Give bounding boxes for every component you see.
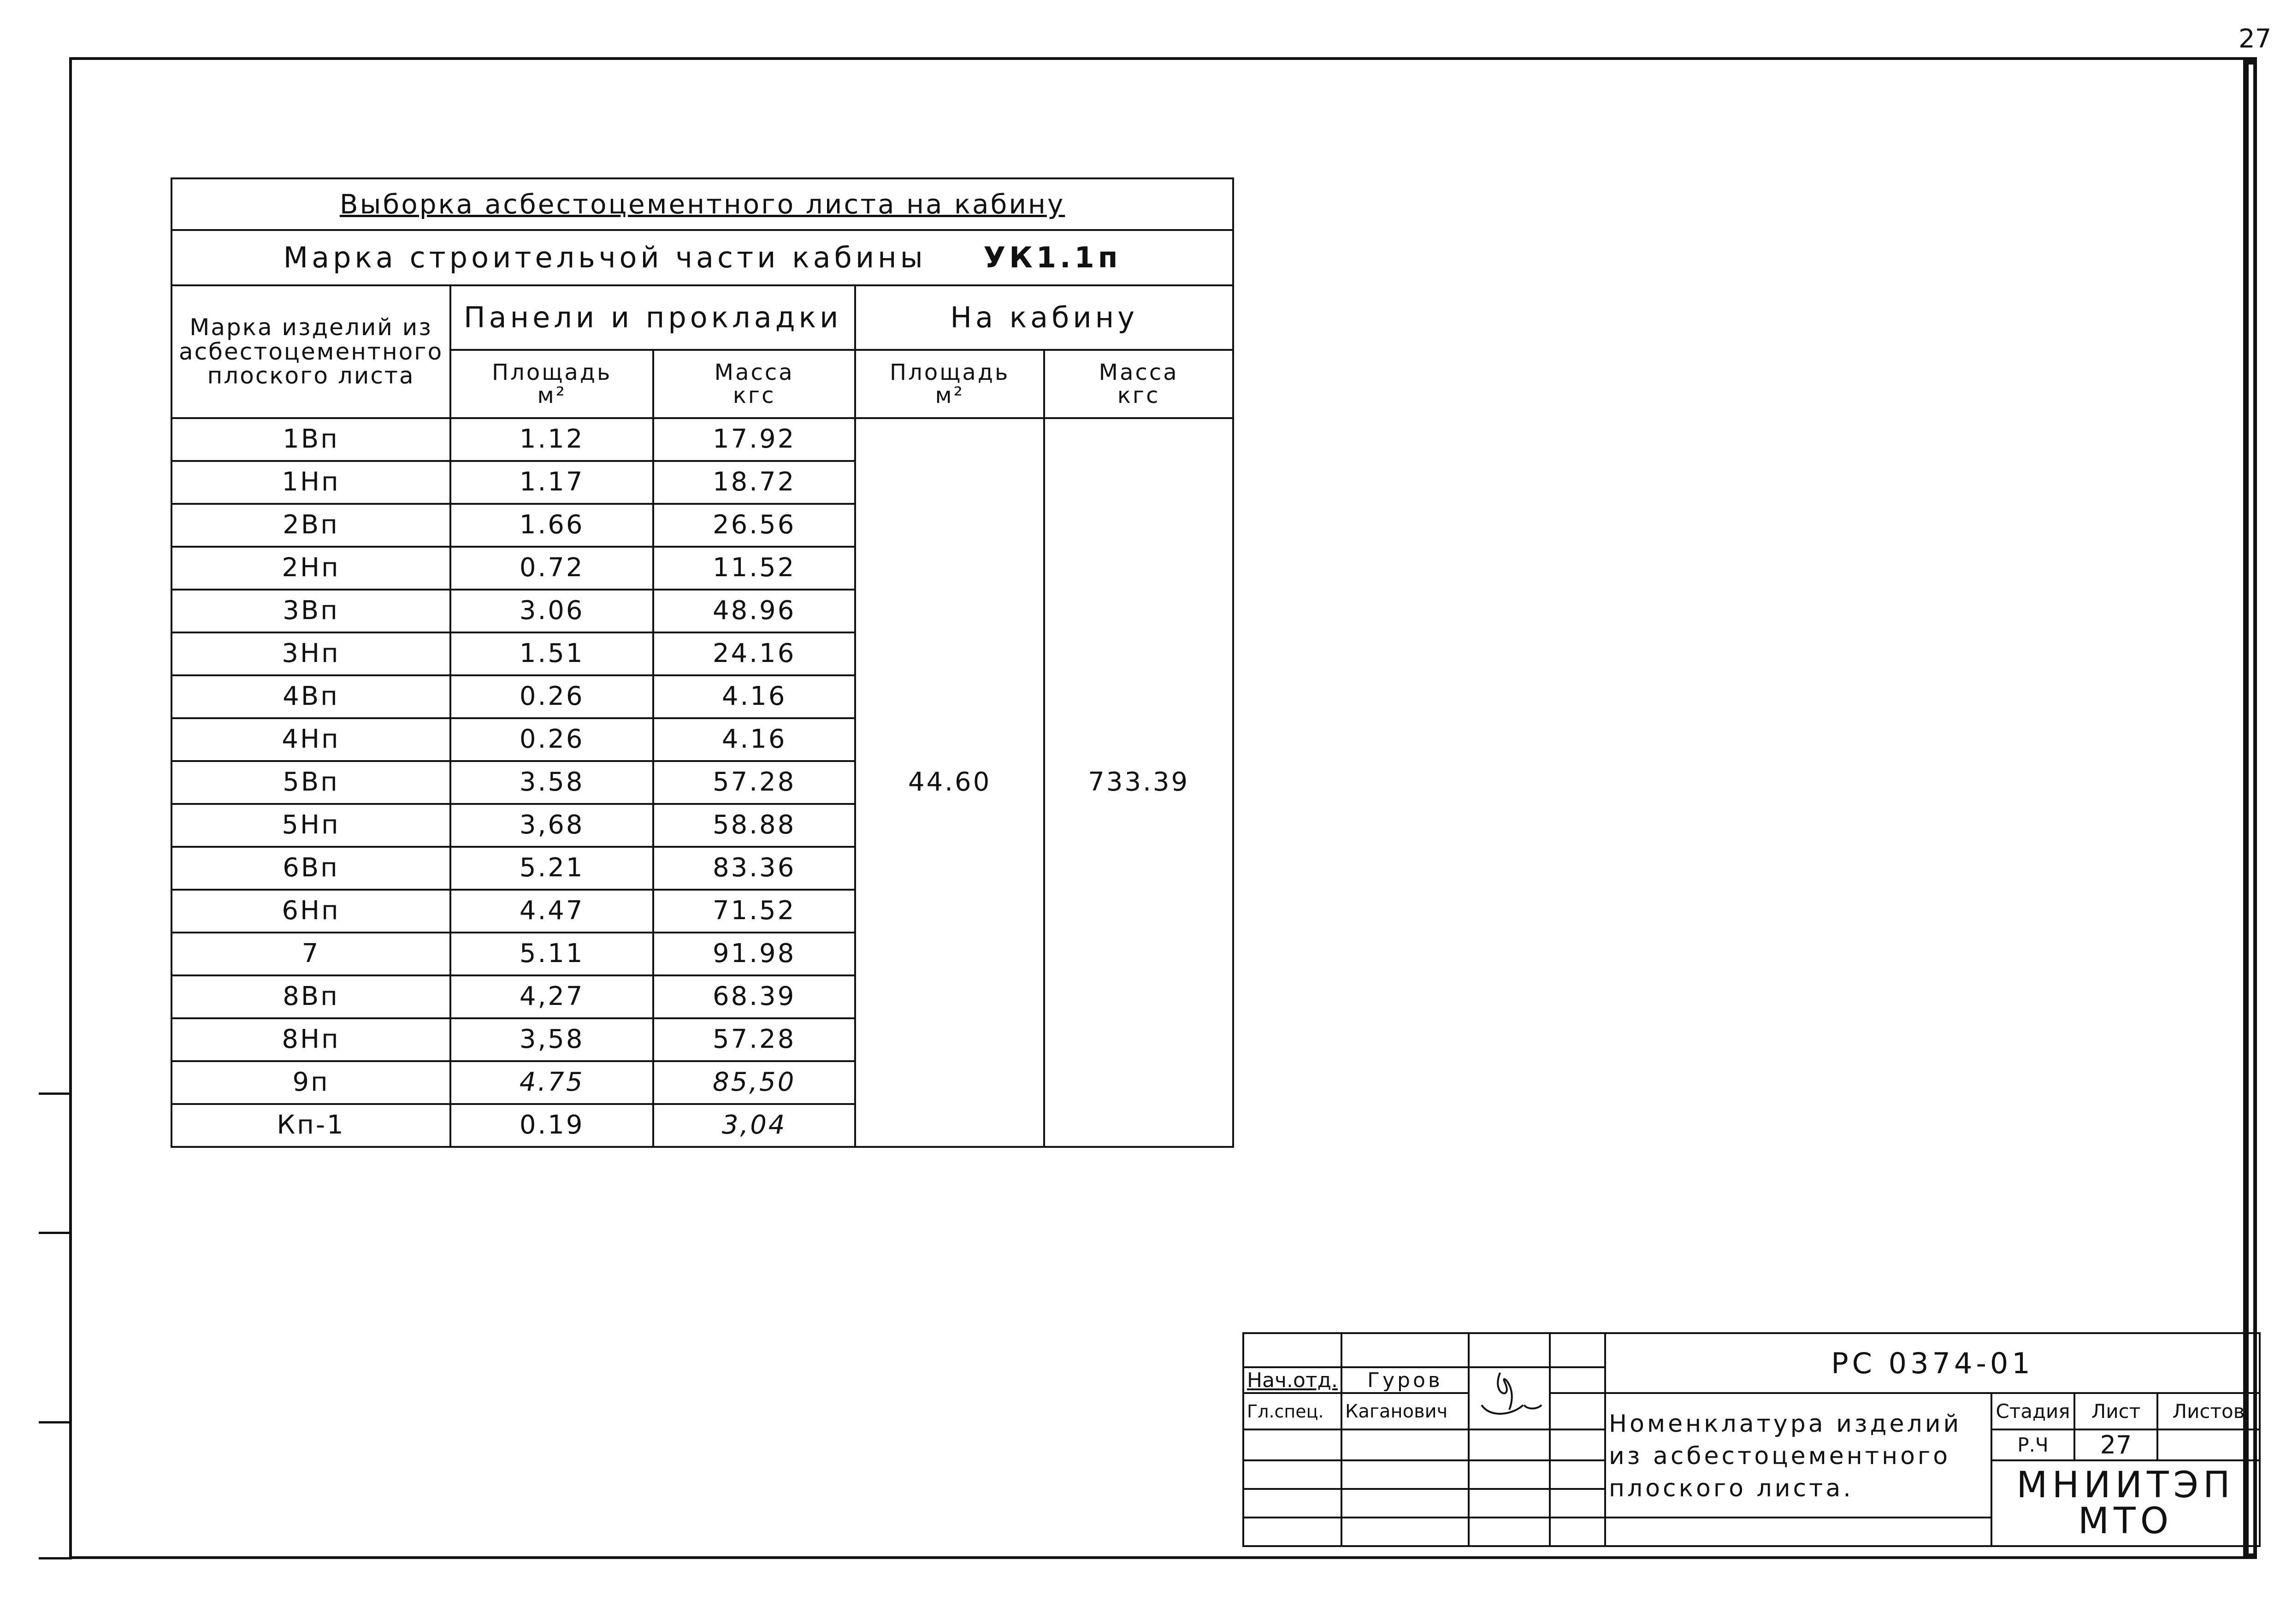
cell-area: 4,27 [450,975,653,1018]
cell-area: 1.51 [450,632,653,675]
cell-mass: 18.72 [653,461,855,504]
frame-right-gap [2249,65,2253,1553]
signatures [1469,1367,1550,1429]
tb-empty [1469,1429,1550,1460]
cell-area: 1.17 [450,461,653,504]
signature-mark [1472,1368,1546,1423]
tb-empty [1243,1460,1341,1489]
cell-mark: 8Нп [171,1018,450,1061]
cell-mark: 7 [171,933,450,975]
title-block [1242,1332,2261,1547]
cell-mass: 4.16 [653,675,855,718]
cell-mark: 8Вп [171,975,450,1018]
org-line2: МТО [2078,1500,2174,1542]
cell-area: 3,68 [450,804,653,847]
sheet-value: 27 [2074,1429,2157,1460]
total-area: 44.60 [855,418,1044,1147]
tb-empty [1469,1518,1550,1546]
tb-empty [1469,1333,1550,1367]
cell-mass: 68.39 [653,975,855,1018]
tb-empty [1341,1489,1469,1518]
cell-mass: 24.16 [653,632,855,675]
tb-empty [1550,1393,1605,1429]
document-name: Номенклатура изделий из асбестоцементного плоского листа. [1605,1393,1991,1518]
role-head: Нач.отд. [1243,1367,1341,1393]
tb-empty [1243,1429,1341,1460]
total-mass: 733.39 [1044,418,1233,1147]
table-title: Выборка асбестоцементного листа на кабину [171,178,1233,230]
cell-area: 4.75 [450,1061,653,1104]
table-row [171,418,1233,461]
subtitle-value: УК1.1п [983,241,1122,275]
cell-mass: 58.88 [653,804,855,847]
tb-empty [1341,1429,1469,1460]
header-mass: Масса кгс [653,350,855,418]
sheets-value [2157,1429,2260,1460]
cell-area: 3.58 [450,761,653,804]
cell-mass: 48.96 [653,590,855,632]
subtitle-label: Марка строительчой части кабины [283,241,927,275]
tb-empty [1605,1518,1991,1546]
cell-area: 0.19 [450,1104,653,1147]
stage-label: Стадия [1991,1393,2074,1429]
cell-mass: 83.36 [653,847,855,890]
cell-mass: 3,04 [653,1104,855,1147]
cell-mass: 57.28 [653,761,855,804]
role-spec: Гл.спец. [1243,1393,1341,1429]
tb-empty [1243,1489,1341,1518]
header-area-cabin: Площадь м² [855,350,1044,418]
tb-empty [1341,1460,1469,1489]
tb-empty [1550,1489,1605,1518]
cell-mark: 3Вп [171,590,450,632]
cell-mass: 4.16 [653,718,855,761]
cell-mark: 1Нп [171,461,450,504]
cell-mass: 26.56 [653,504,855,547]
cell-area: 1.12 [450,418,653,461]
name-spec: Каганович [1341,1393,1469,1429]
tb-empty [1341,1518,1469,1546]
tb-empty [1243,1333,1341,1367]
cell-mark: 2Вп [171,504,450,547]
cell-mark: 1Вп [171,418,450,461]
cell-mark: 9п [171,1061,450,1104]
cell-mark: 3Нп [171,632,450,675]
cell-mass: 17.92 [653,418,855,461]
cell-area: 4.47 [450,890,653,933]
margin-tick [39,1232,72,1234]
cell-area: 0.26 [450,718,653,761]
header-cabin: На кабину [855,285,1233,350]
organization [1991,1460,2260,1546]
tb-empty [1550,1518,1605,1546]
cell-area: 5.21 [450,847,653,890]
tb-empty [1243,1518,1341,1546]
table-subtitle [171,230,1233,285]
org-line1: МНИИТЭП [2016,1465,2235,1506]
cell-mass: 11.52 [653,547,855,590]
cell-mark: 5Вп [171,761,450,804]
cell-mark: 5Нп [171,804,450,847]
cell-area: 0.26 [450,675,653,718]
stage-value: Р.Ч [1991,1429,2074,1460]
cell-mark: 4Вп [171,675,450,718]
cell-mark: 2Нп [171,547,450,590]
sheet-selection-table [171,177,1234,1148]
tb-empty [1550,1333,1605,1367]
cell-mass: 85,50 [653,1061,855,1104]
header-mark: Марка изделий из асбестоцементного плоского листа [171,285,450,418]
header-mass-cabin: Масса кгс [1044,350,1233,418]
cell-area: 3.06 [450,590,653,632]
tb-empty [1550,1460,1605,1489]
margin-tick [39,1557,72,1559]
tb-empty [1469,1489,1550,1518]
cell-area: 0.72 [450,547,653,590]
cell-mark: Кп-1 [171,1104,450,1147]
cell-area: 3,58 [450,1018,653,1061]
name-head: Гуров [1341,1367,1469,1393]
tb-empty [1550,1367,1605,1393]
tb-empty [1550,1429,1605,1460]
header-panels: Панели и прокладки [450,285,855,350]
page-number: 27 [2239,24,2272,54]
cell-mass: 57.28 [653,1018,855,1061]
cell-mark: 6Нп [171,890,450,933]
document-code: РС 0374-01 [1605,1333,2260,1393]
sheet-label: Лист [2074,1393,2157,1429]
cell-mass: 91.98 [653,933,855,975]
sheets-label: Листов [2157,1393,2260,1429]
tb-empty [1341,1333,1469,1367]
cell-area: 1.66 [450,504,653,547]
cell-mass: 71.52 [653,890,855,933]
cell-mark: 6Вп [171,847,450,890]
cell-mark: 4Нп [171,718,450,761]
tb-empty [1469,1460,1550,1489]
margin-tick [39,1421,72,1423]
cell-area: 5.11 [450,933,653,975]
header-area: Площадь м² [450,350,653,418]
margin-tick [39,1093,72,1095]
